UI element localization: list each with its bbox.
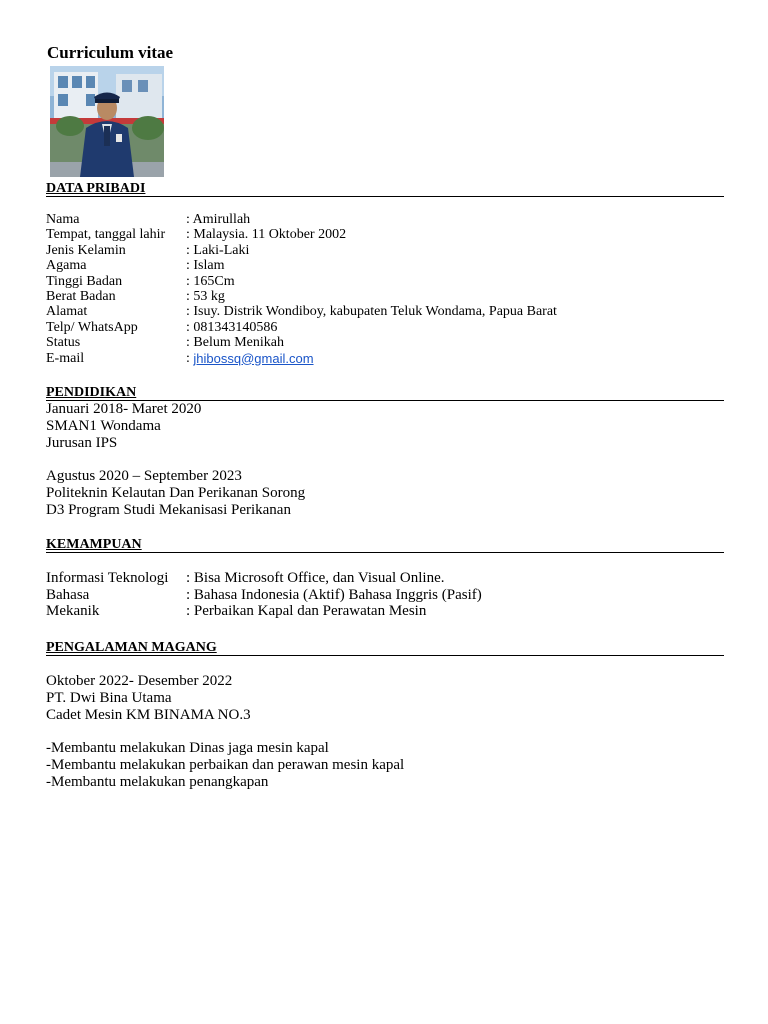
education-period: Januari 2018- Maret 2020 xyxy=(46,401,202,417)
skill-value: : Bisa Microsoft Office, dan Visual Online. xyxy=(186,570,445,586)
section-title-data-pribadi: DATA PRIBADI xyxy=(46,181,146,196)
internship-company: PT. Dwi Bina Utama xyxy=(46,689,172,706)
skill-value: : Perbaikan Kapal dan Perawatan Mesin xyxy=(186,603,427,619)
section-kemampuan xyxy=(46,535,724,553)
spacer xyxy=(46,451,724,468)
personal-label: Berat Badan xyxy=(46,288,116,304)
document-title: Curriculum vitae xyxy=(47,43,174,62)
internship-duty: -Membantu melakukan perbaikan dan perawan mesin kapal xyxy=(46,756,405,773)
section-title-kemampuan: KEMAMPUAN xyxy=(46,537,142,552)
education-period: Agustus 2020 – September 2023 xyxy=(46,468,242,485)
personal-label: Jenis Kelamin xyxy=(46,242,126,258)
education-list xyxy=(46,401,724,519)
personal-row-telp xyxy=(46,320,724,335)
email-link[interactable]: jhibossq@gmail.com xyxy=(193,350,314,366)
personal-value: : 081343140586 xyxy=(186,319,278,335)
personal-row-jenis-kelamin xyxy=(46,243,724,258)
personal-label: Telp/ WhatsApp xyxy=(46,319,138,335)
personal-row-alamat xyxy=(46,304,724,319)
skill-row xyxy=(46,587,724,604)
section-pendidikan xyxy=(46,383,724,401)
internship-duty: -Membantu melakukan penangkapan xyxy=(46,773,269,790)
internship-list xyxy=(46,673,724,791)
personal-label: Tinggi Badan xyxy=(46,273,123,289)
personal-row-berat xyxy=(46,289,724,304)
personal-label: Status xyxy=(46,335,81,351)
internship-period: Oktober 2022- Desember 2022 xyxy=(46,673,233,689)
personal-value: : Amirullah xyxy=(186,212,251,227)
personal-value: : Malaysia. 11 Oktober 2002 xyxy=(186,227,347,243)
education-school: SMAN1 Wondama xyxy=(46,417,161,434)
personal-row-nama xyxy=(46,212,724,227)
personal-label: Nama xyxy=(46,212,80,227)
personal-row-tinggi xyxy=(46,274,724,289)
personal-value: : Belum Menikah xyxy=(186,335,284,351)
personal-value: : Islam xyxy=(186,258,225,274)
section-title-pendidikan: PENDIDIKAN xyxy=(46,385,137,400)
personal-value: : 53 kg xyxy=(186,288,225,304)
internship-position: Cadet Mesin KM BINAMA NO.3 xyxy=(46,706,251,723)
personal-row-email xyxy=(46,351,724,366)
skills-list xyxy=(46,570,724,620)
personal-row-status xyxy=(46,335,724,350)
skill-label: Informasi Teknologi xyxy=(46,570,169,586)
skill-label: Mekanik xyxy=(46,603,100,619)
skill-label: Bahasa xyxy=(46,586,90,603)
personal-label: Tempat, tanggal lahir xyxy=(46,227,166,243)
spacer xyxy=(46,723,724,740)
skill-row xyxy=(46,570,724,587)
section-title-pengalaman-magang: PENGALAMAN MAGANG xyxy=(46,640,217,655)
skill-row xyxy=(46,603,724,620)
personal-row-ttl xyxy=(46,227,724,242)
section-data-pribadi xyxy=(46,179,724,197)
internship-duty: -Membantu melakukan Dinas jaga mesin kapal xyxy=(46,740,329,757)
personal-data-list xyxy=(46,212,724,366)
profile-photo-image xyxy=(50,66,164,177)
personal-value: : Isuy. Distrik Wondiboy, kabupaten Teluk Wondama, Papua Barat xyxy=(186,304,557,320)
personal-label: Alamat xyxy=(46,304,88,320)
profile-photo xyxy=(50,66,164,177)
personal-value: : Laki-Laki xyxy=(186,242,250,258)
education-major: Jurusan IPS xyxy=(46,434,118,451)
personal-value: : 165Cm xyxy=(186,273,235,289)
education-school: Politeknin Kelautan Dan Perikanan Sorong xyxy=(46,484,306,501)
email-prefix: : xyxy=(186,350,194,366)
personal-label: Agama xyxy=(46,258,87,274)
skill-value: : Bahasa Indonesia (Aktif) Bahasa Inggris (Pasif) xyxy=(186,586,482,603)
email-label: E-mail xyxy=(46,350,85,366)
section-pengalaman-magang xyxy=(46,638,724,656)
education-major: D3 Program Studi Mekanisasi Perikanan xyxy=(46,501,291,518)
personal-row-agama xyxy=(46,258,724,273)
